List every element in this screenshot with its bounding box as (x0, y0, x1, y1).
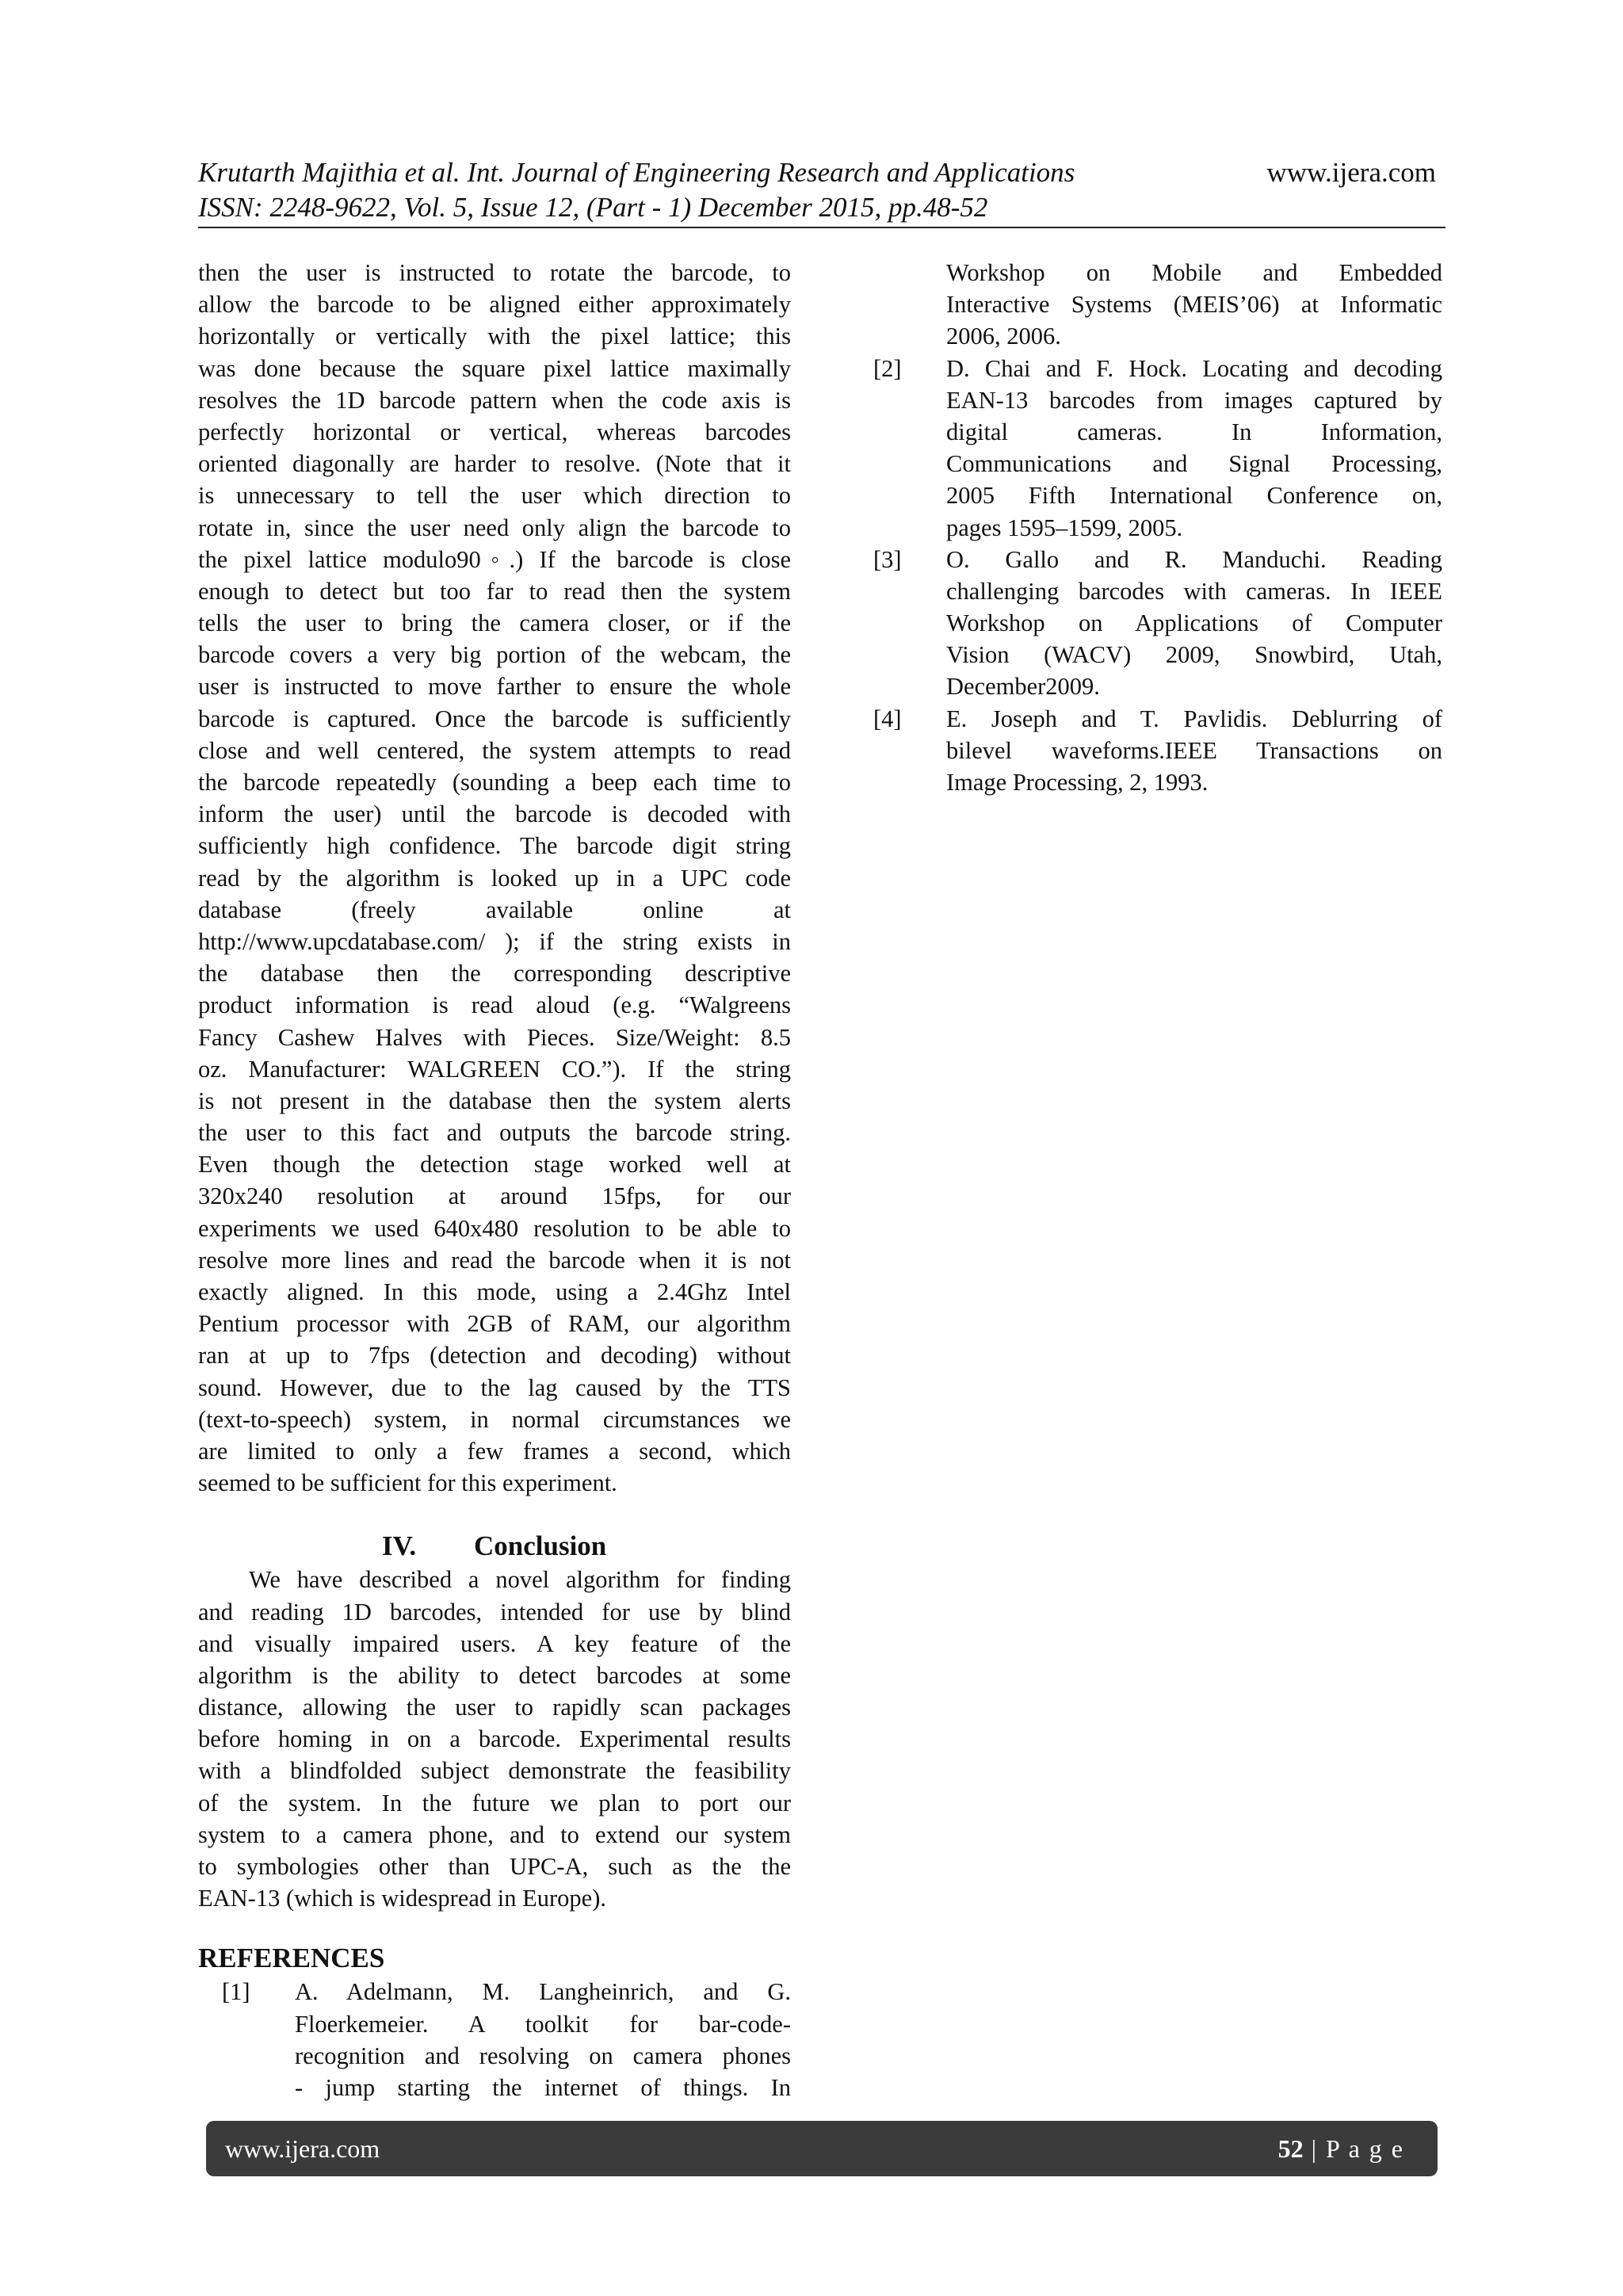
text-line: then the user is instructed to rotate the barcode, to (198, 259, 791, 286)
running-header (198, 155, 1445, 225)
reference-line: recognition and resolving on camera phones (295, 2042, 791, 2069)
reference-line: Communications and Signal Processing, (946, 450, 1442, 478)
reference-number: [1] (222, 1978, 250, 2006)
reference-line: A. Adelmann, M. Langheinrich, and G. (295, 1978, 791, 2006)
text-line: and visually impaired users. A key feature of the (198, 1629, 791, 1657)
reference-line: E. Joseph and T. Pavlidis. Deblurring of (946, 705, 1442, 732)
reference-item (873, 544, 1442, 703)
reference-line: EAN-13 barcodes from images captured by (946, 386, 1442, 414)
reference-line: D. Chai and F. Hock. Locating and decoding (946, 354, 1442, 382)
left-column (198, 257, 791, 2103)
text-line: sound. However, due to the lag caused by the TTS (198, 1373, 791, 1401)
body-paragraph (198, 257, 791, 1499)
text-line: with a blindfolded subject demonstrate the feasibility (198, 1757, 791, 1785)
page-footer (206, 2121, 1438, 2176)
text-line: We have described a novel algorithm for finding (249, 1566, 791, 1594)
text-line: rotate in, since the user need only align the barcode to (198, 514, 791, 541)
text-line: tells the user to bring the camera closer, or if the (198, 609, 791, 637)
conclusion-heading (198, 1529, 791, 1564)
text-line: exactly aligned. In this mode, using a 2.4Ghz Intel (198, 1278, 791, 1305)
reference-line: O. Gallo and R. Manduchi. Reading (946, 545, 1442, 573)
text-line: perfectly horizontal or vertical, whereas barcodes (198, 418, 791, 445)
reference-line: bilevel waveforms.IEEE Transactions on (946, 736, 1442, 764)
text-line: user is instructed to move farther to ensure the whole (198, 673, 791, 701)
reference-line: digital cameras. In Information, (946, 418, 1442, 445)
url-line: http://www.upcdatabase.com/ ); if the string exists in (198, 927, 791, 955)
text-line: oz. Manufacturer: WALGREEN CO.”). If the string (198, 1055, 791, 1083)
text-line: inform the user) until the barcode is decoded with (198, 800, 791, 828)
reference-item (873, 703, 1442, 799)
text-line: the user to this fact and outputs the barcode string. (198, 1119, 791, 1147)
text-line: allow the barcode to be aligned either approximately (198, 291, 791, 319)
text-line: and reading 1D barcodes, intended for use by blind (198, 1598, 791, 1626)
text-line: 320x240 resolution at around 15fps, for our (198, 1182, 791, 1210)
conclusion-paragraph (198, 1564, 791, 1914)
section-title: Conclusion (474, 1530, 607, 1562)
reference-line: 2005 Fifth International Conference on, (946, 482, 1442, 510)
text-line: database (freely available online at (198, 896, 791, 923)
text-line: the pixel lattice modulo90◦.) If the barcode is close (198, 545, 791, 573)
text-line: ran at up to 7fps (detection and decoding) without (198, 1342, 791, 1370)
text-line: was done because the square pixel lattice maximally (198, 354, 791, 382)
page-number-value: 52 (1277, 2134, 1304, 2163)
reference-line: challenging barcodes with cameras. In IEEE (946, 577, 1442, 605)
text-line: system to a camera phone, and to extend our system (198, 1820, 791, 1848)
reference-item (198, 1976, 791, 2103)
footer-website-link[interactable]: www.ijera.com (225, 2134, 380, 2163)
text-line: Pentium processor with 2GB of RAM, our algorithm (198, 1310, 791, 1338)
text-line: is not present in the database then the system alerts (198, 1087, 791, 1114)
reference-item (873, 353, 1442, 544)
reference-continuation (873, 257, 1442, 353)
text-line: enough to detect but too far to read then the system (198, 577, 791, 605)
header-website-link[interactable]: www.ijera.com (1266, 157, 1436, 188)
text-line: resolves the 1D barcode pattern when the code axis is (198, 386, 791, 414)
text-line: close and well centered, the system attempts to read (198, 736, 791, 764)
text-line: read by the algorithm is looked up in a UPC code (198, 864, 791, 892)
text-line: Fancy Cashew Halves with Pieces. Size/Weight: 8.5 (198, 1023, 791, 1051)
right-column (873, 257, 1442, 798)
text-line: to symbologies other than UPC-A, such as the the (198, 1853, 791, 1880)
text-line: algorithm is the ability to detect barcodes at some (198, 1661, 791, 1689)
text-line: the barcode repeatedly (sounding a beep each time to (198, 769, 791, 796)
reference-number: [3] (873, 545, 902, 573)
reference-line: Workshop on Applications of Computer (946, 609, 1442, 637)
section-number: IV. (382, 1530, 417, 1562)
text-line: experiments we used 640x480 resolution to be able to (198, 1214, 791, 1242)
text-line: distance, allowing the user to rapidly scan packages (198, 1694, 791, 1721)
journal-citation-line: Krutarth Majithia et al. Int. Journal of Engineering Research and Applications (198, 157, 1075, 188)
page-number (1278, 2121, 1404, 2176)
reference-line: December2009. (946, 673, 1100, 701)
header-divider (198, 227, 1445, 228)
text-line: seemed to be sufficient for this experiment. (198, 1469, 617, 1497)
text-line: product information is read aloud (e.g. “Walgreens (198, 991, 791, 1019)
text-line: sufficiently high confidence. The barcode digit string (198, 832, 791, 860)
text-line: the database then the corresponding descriptive (198, 960, 791, 988)
text-line: resolve more lines and read the barcode when it is not (198, 1246, 791, 1274)
page-label: | P a g e (1303, 2134, 1404, 2163)
text-line: barcode is captured. Once the barcode is sufficiently (198, 705, 791, 732)
reference-line: - jump starting the internet of things. In (295, 2073, 791, 2101)
reference-line: pages 1595–1599, 2005. (946, 514, 1183, 541)
issn-line: ISSN: 2248-9622, Vol. 5, Issue 12, (Part - 1) December 2015, pp.48-52 (198, 192, 988, 223)
references-heading: REFERENCES (198, 1943, 385, 1974)
reference-line: 2006, 2006. (946, 323, 1061, 350)
reference-line: Workshop on Mobile and Embedded (946, 259, 1442, 286)
text-line: EAN-13 (which is widespread in Europe). (198, 1885, 606, 1912)
reference-number: [4] (873, 705, 902, 732)
text-line: barcode covers a very big portion of the webcam, the (198, 641, 791, 669)
text-line: of the system. In the future we plan to port our (198, 1789, 791, 1817)
text-line: are limited to only a few frames a second, which (198, 1437, 791, 1465)
reference-line: Image Processing, 2, 1993. (946, 769, 1209, 796)
text-line: Even though the detection stage worked well at (198, 1151, 791, 1179)
reference-line: Vision (WACV) 2009, Snowbird, Utah, (946, 641, 1442, 669)
reference-line: Interactive Systems (MEIS’06) at Informatic (946, 291, 1442, 319)
text-line: oriented diagonally are harder to resolve. (Note that it (198, 450, 791, 478)
text-line: is unnecessary to tell the user which direction to (198, 482, 791, 510)
text-line: before homing in on a barcode. Experimental results (198, 1725, 791, 1753)
text-line: (text-to-speech) system, in normal circumstances we (198, 1405, 791, 1433)
reference-line: Floerkemeier. A toolkit for bar-code- (295, 2010, 791, 2038)
text-line: horizontally or vertically with the pixel lattice; this (198, 323, 791, 350)
reference-number: [2] (873, 354, 902, 382)
